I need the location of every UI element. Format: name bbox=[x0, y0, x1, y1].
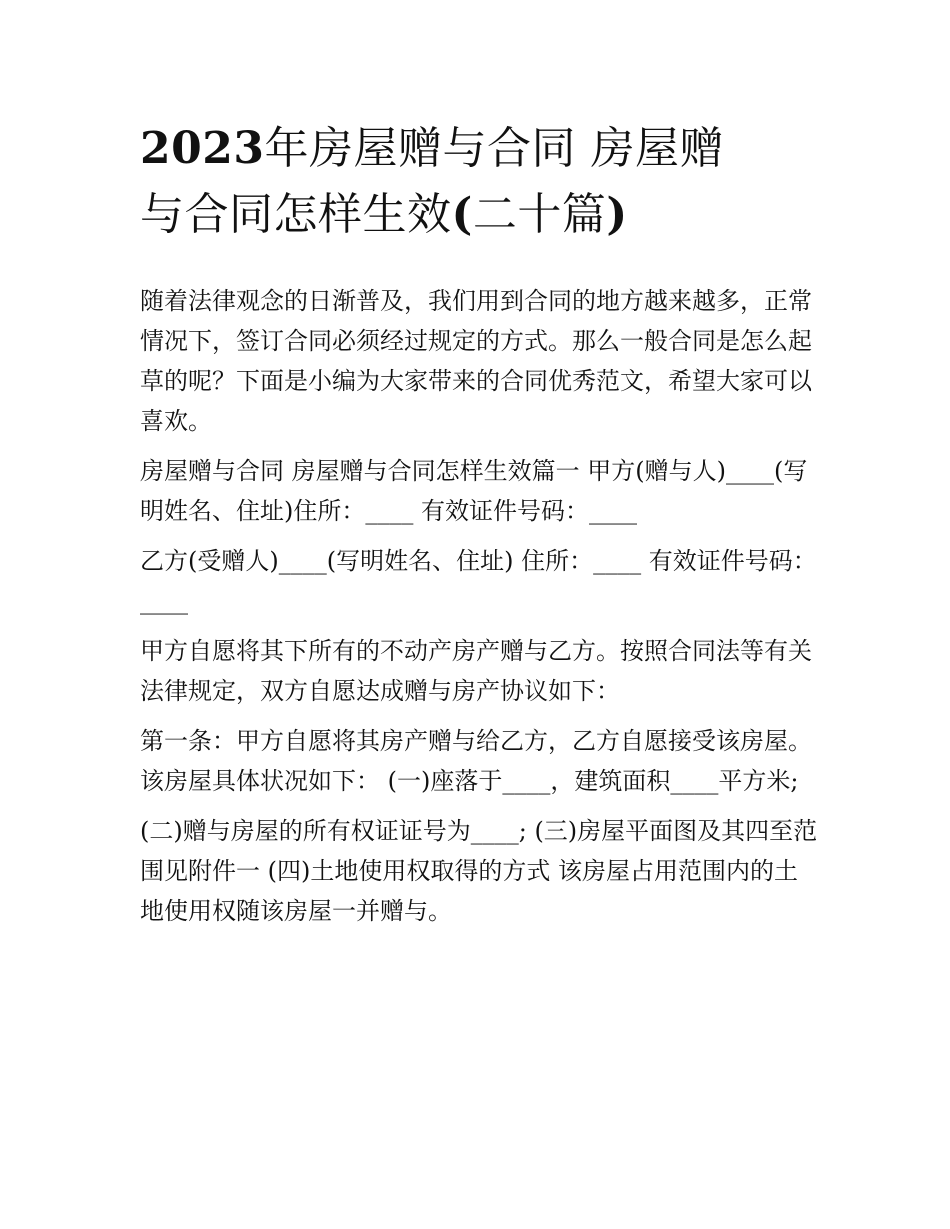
paragraph-party-a: 房屋赠与合同 房屋赠与合同怎样生效篇一 甲方(赠与人)____(写明姓名、住址)住所：____ 有效证件号码：____ bbox=[140, 457, 808, 525]
paragraph-article-1: 第一条：甲方自愿将其房产赠与给乙方，乙方自愿接受该房屋。该房屋具体状况如下： (一)座落于____，建筑面积____平方米; bbox=[140, 727, 812, 795]
title-part-2: 与合同怎样生效 bbox=[140, 189, 452, 240]
title-year: 2023 bbox=[140, 123, 265, 174]
title-part-3: 二十篇 bbox=[472, 189, 607, 240]
title-paren-close: ) bbox=[606, 189, 628, 240]
paragraph-party-b: 乙方(受赠人)____(写明姓名、住址) 住所：____ 有效证件号码：____ bbox=[140, 547, 817, 615]
paragraph-intro: 随着法律观念的日渐普及，我们用到合同的地方越来越多，正常情况下，签订合同必须经过规定的方式。那么一般合同是怎么起草的呢？下面是小编为大家带来的合同优秀范文，希望大家可以喜欢。 bbox=[140, 287, 812, 435]
document-title bbox=[140, 116, 820, 248]
paragraph-agreement: 甲方自愿将其下所有的不动产房产赠与乙方。按照合同法等有关法律规定，双方自愿达成赠与房产协议如下： bbox=[140, 637, 812, 705]
paragraph-article-1-cont: (二)赠与房屋的所有权证证号为____; (三)房屋平面图及其四至范围见附件一 (四)土地使用权取得的方式 该房屋占用范围内的土地使用权随该房屋一并赠与。 bbox=[140, 817, 818, 925]
document-body bbox=[140, 281, 820, 941]
title-paren-open: ( bbox=[451, 189, 473, 240]
title-part-1: 年房屋赠与合同 房屋赠 bbox=[264, 123, 724, 174]
